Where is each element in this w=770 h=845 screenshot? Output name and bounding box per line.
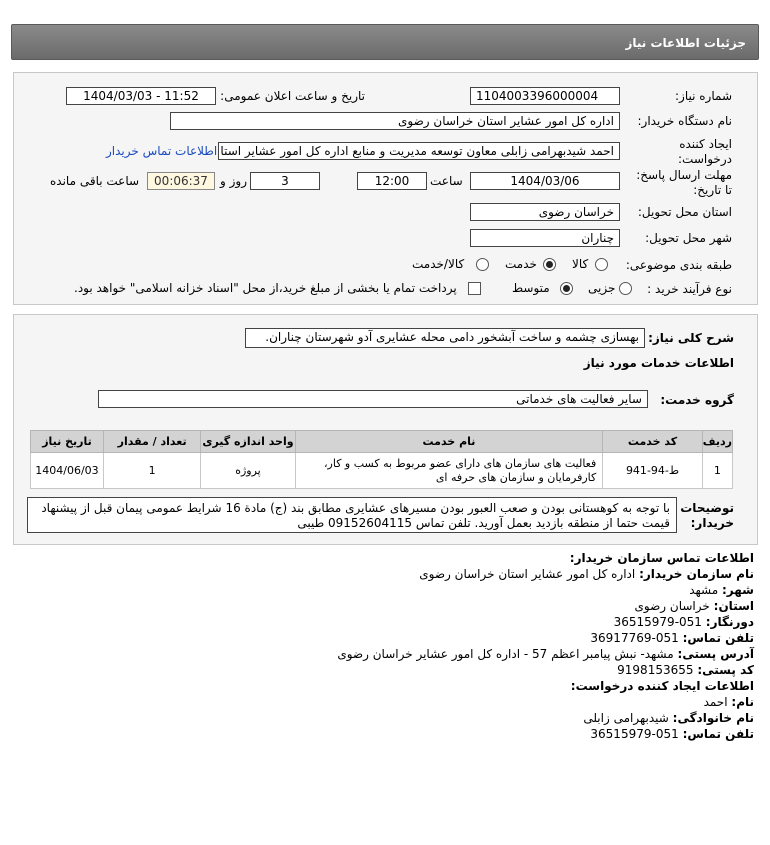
cell-qty: 1 — [103, 453, 200, 489]
city-field[interactable]: چناران — [470, 229, 620, 247]
service-group-field[interactable]: سایر فعالیت های خدماتی — [98, 390, 648, 408]
days-field[interactable]: 3 — [250, 172, 320, 190]
summary-label: شرح کلی نیاز: — [648, 331, 734, 345]
creator-last-name-line: نام خانوادگی: شیدبهرامی زابلی — [583, 711, 754, 725]
org-name-line: نام سازمان خریدار: اداره کل امور عشایر استان خراسان رضوی — [419, 567, 754, 581]
buyer-notes-line2: قیمت حتما از منطقه بازدید بعمل آورید. تلفن تماس 09152604115 طیبی — [297, 516, 670, 530]
process-type-label: نوع فرآیند خرید : — [647, 282, 732, 296]
creator-first-name-line: نام: احمد — [703, 695, 754, 709]
category-option-service: خدمت — [505, 257, 537, 271]
need-number-label: شماره نیاز: — [675, 89, 732, 103]
creator-contact-title: اطلاعات ایجاد کننده درخواست: — [570, 679, 754, 693]
creator-field[interactable]: احمد شیدبهرامی زابلی معاون توسعه مدیریت و منابع اداره کل امور عشایر استا — [218, 142, 620, 160]
category-radio-service[interactable] — [543, 258, 556, 271]
org-address: مشهد- نبش پیامبر اعظم 57 - اداره کل امور عشایر خراسان رضوی — [337, 647, 674, 661]
org-postal: 9198153655 — [617, 663, 694, 677]
page-title: جزئیات اطلاعات نیاز — [625, 36, 746, 50]
treasury-payment-text: پرداخت تمام یا بخشی از مبلغ خرید،از محل "اسناد خزانه اسلامی" خواهد بود. — [74, 281, 457, 295]
time-label: ساعت — [430, 174, 463, 188]
process-option-medium: متوسط — [512, 281, 550, 295]
summary-field[interactable]: بهسازی چشمه و ساخت آبشخور دامی محله عشایری آدو شهرستان چناران. — [245, 328, 645, 348]
announce-datetime-field[interactable]: 1404/03/03 - 11:52 — [66, 87, 216, 105]
org-province: خراسان رضوی — [634, 599, 710, 613]
buyer-label: نام دستگاه خریدار: — [637, 114, 732, 128]
org-city-line: شهر: مشهد — [689, 583, 754, 597]
buyer-notes-field[interactable] — [27, 497, 677, 533]
org-city: مشهد — [689, 583, 719, 597]
buyer-notes-label-2: خریدار: — [690, 516, 734, 530]
remaining-time-field: 00:06:37 — [147, 172, 215, 190]
deadline-label: مهلت ارسال پاسخ: — [636, 168, 732, 182]
table-row — [31, 453, 733, 489]
cell-code: ط-94-941 — [603, 453, 703, 489]
buyer-field[interactable]: اداره کل امور عشایر استان خراسان رضوی — [170, 112, 620, 130]
col-date-header: تاریخ نیاز — [31, 431, 104, 453]
cell-row: 1 — [702, 453, 732, 489]
deadline-label-2: تا تاریخ: — [693, 183, 732, 197]
deadline-date-field[interactable]: 1404/03/06 — [470, 172, 620, 190]
creator-last-name: شیدبهرامی زابلی — [583, 711, 669, 725]
category-label: طبقه بندی موضوعی: — [625, 258, 732, 272]
cell-name-line1: فعالیت های سازمان های دارای عضو مربوط به کسب و کار، — [323, 456, 597, 470]
creator-phone: 051-36515979 — [590, 727, 679, 741]
process-radio-medium[interactable] — [560, 282, 573, 295]
col-unit-header: واحد اندازه گیری — [201, 431, 295, 453]
province-label: استان محل تحویل: — [637, 205, 732, 219]
org-contact-title: اطلاعات تماس سازمان خریدار: — [569, 551, 754, 565]
city-label: شهر محل تحویل: — [645, 231, 732, 245]
cell-name — [295, 453, 603, 489]
col-qty-header: تعداد / مقدار — [103, 431, 200, 453]
province-field[interactable]: خراسان رضوی — [470, 203, 620, 221]
buyer-notes-line1: با توجه به کوهستانی بودن و صعب العبور بودن مسیرهای عشایری مطابق بند (ج) مادة 16 شرایط عمومی پیمان قبل از پیشنهاد — [41, 501, 670, 515]
creator-label: ایجاد کننده — [679, 137, 732, 151]
remaining-time-label: ساعت باقی مانده — [50, 174, 140, 188]
services-table-header — [31, 431, 733, 453]
creator-phone-line: تلفن تماس: 051-36515979 — [590, 727, 754, 741]
org-phone: 051-36917769 — [590, 631, 679, 645]
category-radio-goods-service[interactable] — [476, 258, 489, 271]
org-fax-line: دورنگار: 051-36515979 — [613, 615, 754, 629]
org-phone-line: تلفن تماس: 051-36917769 — [590, 631, 754, 645]
services-info-title: اطلاعات خدمات مورد نیاز — [583, 356, 734, 370]
service-group-label: گروه خدمت: — [660, 393, 734, 407]
cell-date: 1404/06/03 — [31, 453, 104, 489]
creator-first-name: احمد — [703, 695, 728, 709]
org-address-line: آدرس پستی: مشهد- نبش پیامبر اعظم 57 - اداره کل امور عشایر خراسان رضوی — [337, 647, 754, 661]
col-name-header: نام خدمت — [295, 431, 603, 453]
category-option-goods-service: کالا/خدمت — [412, 257, 465, 271]
deadline-time-field[interactable]: 12:00 — [357, 172, 427, 190]
need-number-field[interactable]: 1104003396000004 — [470, 87, 620, 105]
services-table — [30, 430, 733, 489]
org-province-line: استان: خراسان رضوی — [634, 599, 754, 613]
buyer-contact-link[interactable]: اطلاعات تماس خریدار — [106, 144, 218, 158]
process-option-minor: جزیی — [588, 281, 616, 295]
announce-datetime-label: تاریخ و ساعت اعلان عمومی: — [220, 89, 365, 103]
process-radio-minor[interactable] — [619, 282, 632, 295]
category-option-goods: کالا — [572, 257, 589, 271]
buyer-notes-label: توضیحات — [680, 501, 734, 515]
treasury-payment-checkbox[interactable] — [468, 282, 481, 295]
org-postal-line: کد پستی: 9198153655 — [617, 663, 754, 677]
cell-name-line2: کارفرمایان و سازمان های حرفه ای — [435, 470, 597, 484]
org-fax: 051-36515979 — [613, 615, 702, 629]
creator-label-2: درخواست: — [678, 152, 732, 166]
col-code-header: کد خدمت — [603, 431, 703, 453]
page-header — [11, 24, 759, 60]
org-name: اداره کل امور عشایر استان خراسان رضوی — [419, 567, 636, 581]
category-radio-goods[interactable] — [595, 258, 608, 271]
cell-unit: پروژه — [201, 453, 295, 489]
days-label: روز و — [220, 174, 247, 188]
col-row-header: ردیف — [702, 431, 732, 453]
